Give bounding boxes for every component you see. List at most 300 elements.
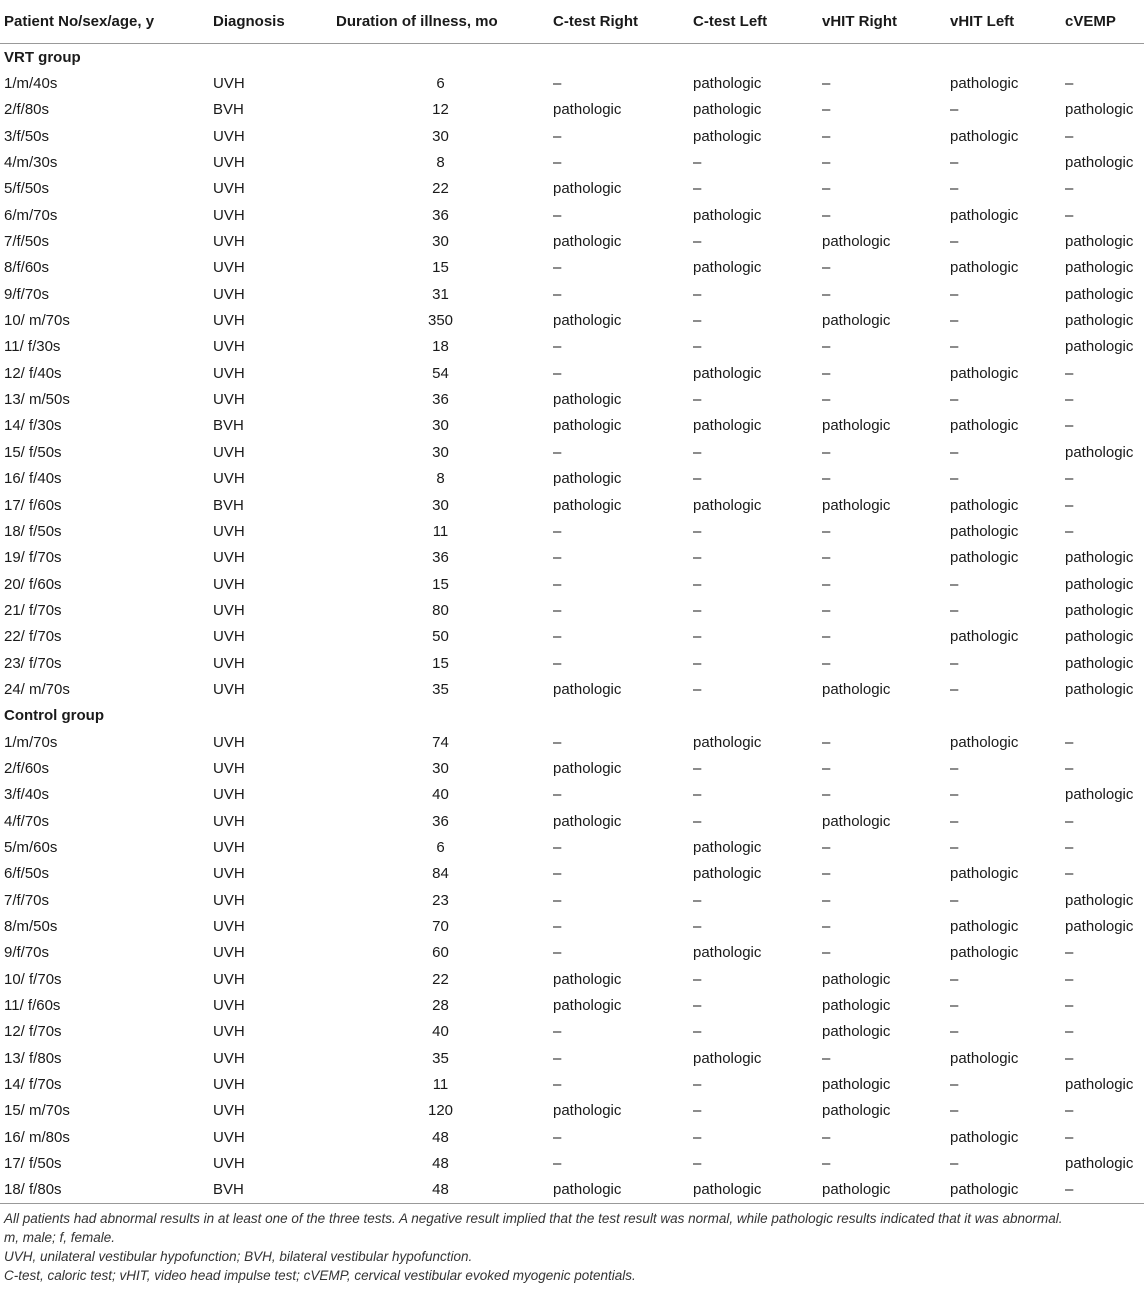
cell-ctest-left: – xyxy=(693,338,702,356)
cell-ctest-right: – xyxy=(553,1155,562,1173)
cell-ctest-right: – xyxy=(553,1049,562,1067)
cell-vhit-left: – xyxy=(950,680,959,698)
cell-duration: 60 xyxy=(432,944,449,962)
cell-ctest-left: – xyxy=(693,1023,702,1041)
cell-ctest-right: pathologic xyxy=(553,812,622,830)
cell-diagnosis: UVH xyxy=(213,1155,245,1173)
table-row xyxy=(0,307,1144,333)
cell-patient: 17/ f/60s xyxy=(4,496,62,514)
cell-duration: 36 xyxy=(432,812,449,830)
cell-duration: 18 xyxy=(432,338,449,356)
cell-vhit-left: – xyxy=(950,1076,959,1094)
cell-ctest-right: pathologic xyxy=(553,680,622,698)
cell-vhit-left: pathologic xyxy=(950,865,1019,883)
cell-ctest-right: – xyxy=(553,654,562,672)
footnote-sex: m, male; f, female. xyxy=(4,1230,116,1246)
cell-cvemp: – xyxy=(1065,838,1074,856)
table-row xyxy=(0,887,1144,913)
group-row xyxy=(0,44,1144,71)
cell-ctest-left: – xyxy=(693,312,702,330)
cell-patient: 12/ f/70s xyxy=(4,1023,62,1041)
header-vhit-left: vHIT Left xyxy=(946,0,1061,44)
cell-patient: 14/ f/30s xyxy=(4,417,62,435)
table-row xyxy=(0,597,1144,623)
cell-duration: 40 xyxy=(432,1023,449,1041)
cell-cvemp: pathologic xyxy=(1065,601,1134,619)
table-row xyxy=(0,70,1144,96)
cell-ctest-left: – xyxy=(693,1128,702,1146)
cell-cvemp: pathologic xyxy=(1065,154,1134,172)
cell-diagnosis: BVH xyxy=(213,417,244,435)
cell-patient: 15/ m/70s xyxy=(4,1102,70,1120)
table-row xyxy=(0,202,1144,228)
cell-vhit-left: – xyxy=(950,575,959,593)
cell-ctest-right: pathologic xyxy=(553,391,622,409)
cell-ctest-right: pathologic xyxy=(553,180,622,198)
cell-cvemp: pathologic xyxy=(1065,1076,1134,1094)
cell-cvemp: – xyxy=(1065,496,1074,514)
cell-patient: 13/ m/50s xyxy=(4,391,70,409)
cell-vhit-left: – xyxy=(950,1155,959,1173)
cell-patient: 5/m/60s xyxy=(4,838,58,856)
cell-patient: 12/ f/40s xyxy=(4,364,62,382)
table-row xyxy=(0,1177,1144,1204)
cell-vhit-right: pathologic xyxy=(822,496,891,514)
cell-patient: 3/f/40s xyxy=(4,786,50,804)
cell-ctest-right: – xyxy=(553,443,562,461)
cell-patient: 10/ m/70s xyxy=(4,312,70,330)
cell-duration: 30 xyxy=(432,233,449,251)
table-row xyxy=(0,334,1144,360)
cell-vhit-left: pathologic xyxy=(950,417,1019,435)
cell-cvemp: – xyxy=(1065,522,1074,540)
cell-cvemp: – xyxy=(1065,206,1074,224)
cell-ctest-left: pathologic xyxy=(693,101,762,119)
table-body xyxy=(0,44,1144,1204)
cell-vhit-right: – xyxy=(822,601,831,619)
cell-cvemp: – xyxy=(1065,1102,1074,1120)
cell-vhit-left: – xyxy=(950,891,959,909)
cell-ctest-right: – xyxy=(553,285,562,303)
cell-duration: 35 xyxy=(432,680,449,698)
cell-ctest-left: pathologic xyxy=(693,865,762,883)
cell-vhit-right: – xyxy=(822,944,831,962)
cell-vhit-right: pathologic xyxy=(822,1076,891,1094)
cell-ctest-left: – xyxy=(693,549,702,567)
cell-ctest-right: pathologic xyxy=(553,997,622,1015)
cell-vhit-right: – xyxy=(822,470,831,488)
cell-cvemp: pathologic xyxy=(1065,786,1134,804)
cell-cvemp: pathologic xyxy=(1065,628,1134,646)
cell-patient: 11/ f/60s xyxy=(4,997,61,1015)
table-row xyxy=(0,386,1144,412)
cell-ctest-left: – xyxy=(693,233,702,251)
cell-ctest-right: – xyxy=(553,865,562,883)
table-row xyxy=(0,281,1144,307)
cell-diagnosis: UVH xyxy=(213,206,245,224)
cell-cvemp: – xyxy=(1065,417,1074,435)
cell-cvemp: pathologic xyxy=(1065,443,1134,461)
cell-diagnosis: UVH xyxy=(213,838,245,856)
cell-diagnosis: UVH xyxy=(213,575,245,593)
cell-ctest-left: – xyxy=(693,1102,702,1120)
cell-vhit-left: pathologic xyxy=(950,1049,1019,1067)
cell-ctest-left: – xyxy=(693,1155,702,1173)
cell-diagnosis: UVH xyxy=(213,759,245,777)
cell-vhit-right: – xyxy=(822,338,831,356)
cell-vhit-left: – xyxy=(950,312,959,330)
cell-vhit-right: pathologic xyxy=(822,417,891,435)
cell-vhit-right: pathologic xyxy=(822,233,891,251)
cell-ctest-right: – xyxy=(553,918,562,936)
table-row xyxy=(0,1150,1144,1176)
cell-vhit-left: – xyxy=(950,338,959,356)
cell-cvemp: pathologic xyxy=(1065,101,1134,119)
cell-cvemp: – xyxy=(1065,127,1074,145)
cell-patient: 2/f/80s xyxy=(4,101,50,119)
table-row xyxy=(0,360,1144,386)
cell-diagnosis: UVH xyxy=(213,180,245,198)
cell-ctest-left: pathologic xyxy=(693,206,762,224)
cell-vhit-left: pathologic xyxy=(950,496,1019,514)
cell-vhit-right: – xyxy=(822,75,831,93)
cell-ctest-right: – xyxy=(553,549,562,567)
cell-vhit-right: – xyxy=(822,443,831,461)
cell-ctest-right: – xyxy=(553,1076,562,1094)
cell-vhit-left: – xyxy=(950,1023,959,1041)
cell-vhit-left: – xyxy=(950,786,959,804)
cell-vhit-right: – xyxy=(822,786,831,804)
cell-vhit-right: – xyxy=(822,575,831,593)
cell-patient: 20/ f/60s xyxy=(4,575,62,593)
cell-ctest-left: – xyxy=(693,391,702,409)
cell-vhit-left: pathologic xyxy=(950,206,1019,224)
cell-ctest-left: pathologic xyxy=(693,1049,762,1067)
cell-duration: 30 xyxy=(432,443,449,461)
cell-vhit-left: – xyxy=(950,180,959,198)
cell-diagnosis: UVH xyxy=(213,865,245,883)
cell-vhit-right: – xyxy=(822,1128,831,1146)
cell-duration: 48 xyxy=(432,1128,449,1146)
cell-vhit-right: – xyxy=(822,759,831,777)
cell-vhit-left: pathologic xyxy=(950,1128,1019,1146)
cell-ctest-right: – xyxy=(553,786,562,804)
cell-ctest-right: – xyxy=(553,891,562,909)
cell-diagnosis: UVH xyxy=(213,970,245,988)
table-row xyxy=(0,782,1144,808)
cell-cvemp: pathologic xyxy=(1065,654,1134,672)
cell-ctest-right: pathologic xyxy=(553,312,622,330)
cell-cvemp: – xyxy=(1065,733,1074,751)
cell-duration: 50 xyxy=(432,628,449,646)
cell-vhit-right: – xyxy=(822,391,831,409)
cell-patient: 19/ f/70s xyxy=(4,549,62,567)
cell-cvemp: – xyxy=(1065,944,1074,962)
cell-ctest-right: pathologic xyxy=(553,233,622,251)
cell-ctest-left: pathologic xyxy=(693,259,762,277)
cell-cvemp: – xyxy=(1065,997,1074,1015)
cell-duration: 28 xyxy=(432,997,449,1015)
cell-cvemp: – xyxy=(1065,1128,1074,1146)
cell-patient: 2/f/60s xyxy=(4,759,50,777)
cell-patient: 15/ f/50s xyxy=(4,443,62,461)
cell-cvemp: pathologic xyxy=(1065,918,1134,936)
cell-ctest-left: pathologic xyxy=(693,75,762,93)
cell-duration: 30 xyxy=(432,417,449,435)
cell-vhit-left: pathologic xyxy=(946,1177,1061,1204)
cell-diagnosis: UVH xyxy=(213,285,245,303)
cell-ctest-right: pathologic xyxy=(553,759,622,777)
cell-duration: 48 xyxy=(332,1177,549,1204)
cell-duration: 36 xyxy=(432,391,449,409)
cell-ctest-left: – xyxy=(693,180,702,198)
table-row xyxy=(0,149,1144,175)
group-label: VRT group xyxy=(4,48,81,66)
header-duration: Duration of illness, mo xyxy=(332,0,549,44)
cell-diagnosis: UVH xyxy=(213,259,245,277)
cell-patient: 21/ f/70s xyxy=(4,601,62,619)
cell-ctest-right: pathologic xyxy=(553,970,622,988)
cell-cvemp: pathologic xyxy=(1065,285,1134,303)
cell-ctest-left: – xyxy=(693,891,702,909)
cell-cvemp: pathologic xyxy=(1065,338,1134,356)
cell-ctest-right: pathologic xyxy=(553,470,622,488)
cell-ctest-left: – xyxy=(693,918,702,936)
cell-duration: 8 xyxy=(436,470,445,488)
cell-ctest-left: – xyxy=(693,154,702,172)
table-row xyxy=(0,571,1144,597)
cell-ctest-right: – xyxy=(553,575,562,593)
cell-vhit-right: – xyxy=(822,1049,831,1067)
cell-diagnosis: BVH xyxy=(213,496,244,514)
cell-ctest-right: – xyxy=(553,75,562,93)
cell-vhit-left: – xyxy=(950,285,959,303)
cell-duration: 36 xyxy=(432,206,449,224)
cell-patient: 18/ f/80s xyxy=(0,1177,209,1204)
cell-ctest-right: – xyxy=(553,944,562,962)
cell-patient: 8/f/60s xyxy=(4,259,50,277)
cell-ctest-right: – xyxy=(553,364,562,382)
header-vhit-right: vHIT Right xyxy=(818,0,946,44)
cell-vhit-right: – xyxy=(822,733,831,751)
table-row xyxy=(0,624,1144,650)
header-ctest-left: C-test Left xyxy=(689,0,818,44)
cell-ctest-left: – xyxy=(693,759,702,777)
cell-duration: 30 xyxy=(432,496,449,514)
table-row xyxy=(0,992,1144,1018)
cell-vhit-right: – xyxy=(822,1155,831,1173)
cell-cvemp: – xyxy=(1065,75,1074,93)
cell-cvemp: – xyxy=(1065,391,1074,409)
cell-vhit-right: pathologic xyxy=(822,812,891,830)
cell-diagnosis: UVH xyxy=(213,628,245,646)
cell-diagnosis: BVH xyxy=(213,101,244,119)
cell-vhit-left: – xyxy=(950,154,959,172)
cell-ctest-right: – xyxy=(553,206,562,224)
table-row xyxy=(0,466,1144,492)
cell-cvemp: pathologic xyxy=(1065,575,1134,593)
cell-patient: 1/m/40s xyxy=(4,75,58,93)
table-row xyxy=(0,518,1144,544)
cell-duration: 8 xyxy=(436,154,445,172)
cell-diagnosis: UVH xyxy=(213,1102,245,1120)
cell-ctest-right: – xyxy=(553,154,562,172)
cell-cvemp: pathologic xyxy=(1065,891,1134,909)
cell-ctest-left: – xyxy=(693,628,702,646)
cell-patient: 5/f/50s xyxy=(4,180,50,198)
cell-diagnosis: UVH xyxy=(213,654,245,672)
cell-diagnosis: UVH xyxy=(213,443,245,461)
cell-ctest-right: – xyxy=(553,522,562,540)
cell-vhit-left: – xyxy=(950,233,959,251)
cell-patient: 10/ f/70s xyxy=(4,970,62,988)
cell-ctest-right: – xyxy=(553,601,562,619)
cell-vhit-left: pathologic xyxy=(950,733,1019,751)
table-row xyxy=(0,1124,1144,1150)
cell-vhit-left: – xyxy=(950,443,959,461)
table-row xyxy=(0,1098,1144,1124)
cell-patient: 17/ f/50s xyxy=(4,1155,62,1173)
cell-ctest-left: pathologic xyxy=(693,733,762,751)
cell-diagnosis: UVH xyxy=(213,233,245,251)
cell-diagnosis: UVH xyxy=(213,75,245,93)
cell-ctest-left: – xyxy=(693,654,702,672)
cell-duration: 40 xyxy=(432,786,449,804)
cell-vhit-right: – xyxy=(822,891,831,909)
cell-vhit-left: – xyxy=(950,601,959,619)
cell-ctest-right: – xyxy=(553,1128,562,1146)
cell-patient: 9/f/70s xyxy=(4,285,50,303)
table-row xyxy=(0,228,1144,254)
table-row xyxy=(0,966,1144,992)
table-row xyxy=(0,940,1144,966)
cell-diagnosis: UVH xyxy=(213,918,245,936)
cell-diagnosis: UVH xyxy=(213,891,245,909)
cell-duration: 6 xyxy=(436,75,445,93)
cell-ctest-left: pathologic xyxy=(693,496,762,514)
cell-vhit-right: pathologic xyxy=(822,680,891,698)
cell-cvemp: – xyxy=(1065,1023,1074,1041)
cell-duration: 80 xyxy=(432,601,449,619)
cell-ctest-left: – xyxy=(693,522,702,540)
cell-vhit-right: – xyxy=(822,628,831,646)
table-row xyxy=(0,650,1144,676)
table-row xyxy=(0,123,1144,149)
group-row xyxy=(0,703,1144,729)
cell-vhit-right: – xyxy=(822,285,831,303)
cell-patient: 18/ f/50s xyxy=(4,522,62,540)
cell-ctest-left: – xyxy=(693,970,702,988)
cell-vhit-left: pathologic xyxy=(950,944,1019,962)
cell-ctest-left: pathologic xyxy=(693,127,762,145)
cell-cvemp: – xyxy=(1065,759,1074,777)
cell-vhit-left: pathologic xyxy=(950,549,1019,567)
cell-diagnosis: UVH xyxy=(213,312,245,330)
cell-diagnosis: UVH xyxy=(213,470,245,488)
cell-vhit-right: – xyxy=(822,206,831,224)
table-row xyxy=(0,255,1144,281)
cell-patient: 4/f/70s xyxy=(4,812,50,830)
cell-vhit-right: – xyxy=(822,549,831,567)
cell-diagnosis: UVH xyxy=(213,680,245,698)
cell-vhit-right: – xyxy=(822,180,831,198)
cell-diagnosis: UVH xyxy=(213,1128,245,1146)
header-patient: Patient No/sex/age, y xyxy=(0,0,209,44)
header-cvemp: cVEMP xyxy=(1061,0,1144,44)
cell-duration: 70 xyxy=(432,918,449,936)
cell-diagnosis: UVH xyxy=(213,154,245,172)
table-row xyxy=(0,492,1144,518)
cell-ctest-right: pathologic xyxy=(553,496,622,514)
cell-duration: 6 xyxy=(436,838,445,856)
cell-patient: 6/m/70s xyxy=(4,206,58,224)
cell-diagnosis: UVH xyxy=(213,944,245,962)
cell-ctest-left: – xyxy=(693,680,702,698)
cell-vhit-right: – xyxy=(822,865,831,883)
cell-vhit-right: pathologic xyxy=(822,1102,891,1120)
table-row xyxy=(0,545,1144,571)
cell-vhit-right: – xyxy=(822,259,831,277)
cell-patient: 8/m/50s xyxy=(4,918,58,936)
cell-patient: 7/f/70s xyxy=(4,891,50,909)
cell-ctest-right: – xyxy=(553,338,562,356)
footnote-tests: C-test, caloric test; vHIT, video head impulse test; cVEMP, cervical vestibular evoked myogenic potentials. xyxy=(4,1268,636,1284)
cell-duration: 36 xyxy=(432,549,449,567)
cell-cvemp: pathologic xyxy=(1065,312,1134,330)
table-row xyxy=(0,913,1144,939)
cell-cvemp: – xyxy=(1065,180,1074,198)
cell-vhit-left: – xyxy=(950,654,959,672)
cell-vhit-left: pathologic xyxy=(950,127,1019,145)
cell-vhit-left: – xyxy=(950,470,959,488)
cell-duration: 15 xyxy=(432,654,449,672)
cell-cvemp: pathologic xyxy=(1065,233,1134,251)
table-row xyxy=(0,176,1144,202)
cell-vhit-left: pathologic xyxy=(950,628,1019,646)
table-row xyxy=(0,97,1144,123)
cell-ctest-right: pathologic xyxy=(549,1177,689,1204)
cell-vhit-right: – xyxy=(822,127,831,145)
table-row xyxy=(0,834,1144,860)
cell-duration: 74 xyxy=(432,733,449,751)
cell-ctest-left: pathologic xyxy=(693,364,762,382)
table-header xyxy=(0,0,1144,44)
cell-duration: 22 xyxy=(432,180,449,198)
cell-vhit-left: pathologic xyxy=(950,75,1019,93)
cell-ctest-left: – xyxy=(693,601,702,619)
cell-patient: 16/ f/40s xyxy=(4,470,62,488)
cell-diagnosis: UVH xyxy=(213,786,245,804)
cell-diagnosis: UVH xyxy=(213,364,245,382)
cell-duration: 30 xyxy=(432,127,449,145)
table-row xyxy=(0,1045,1144,1071)
cell-vhit-left: – xyxy=(950,1102,959,1120)
cell-duration: 120 xyxy=(427,1102,454,1120)
header-ctest-right: C-test Right xyxy=(549,0,689,44)
cell-ctest-left: – xyxy=(693,285,702,303)
cell-cvemp: – xyxy=(1065,970,1074,988)
cell-duration: 11 xyxy=(432,1076,449,1094)
cell-duration: 54 xyxy=(432,364,449,382)
cell-diagnosis: UVH xyxy=(213,601,245,619)
cell-vhit-right: – xyxy=(822,838,831,856)
cell-cvemp: pathologic xyxy=(1065,680,1134,698)
header-row xyxy=(0,0,1144,44)
cell-duration: 48 xyxy=(432,1155,449,1173)
cell-patient: 23/ f/70s xyxy=(4,654,62,672)
cell-ctest-left: pathologic xyxy=(693,944,762,962)
cell-duration: 11 xyxy=(432,522,449,540)
